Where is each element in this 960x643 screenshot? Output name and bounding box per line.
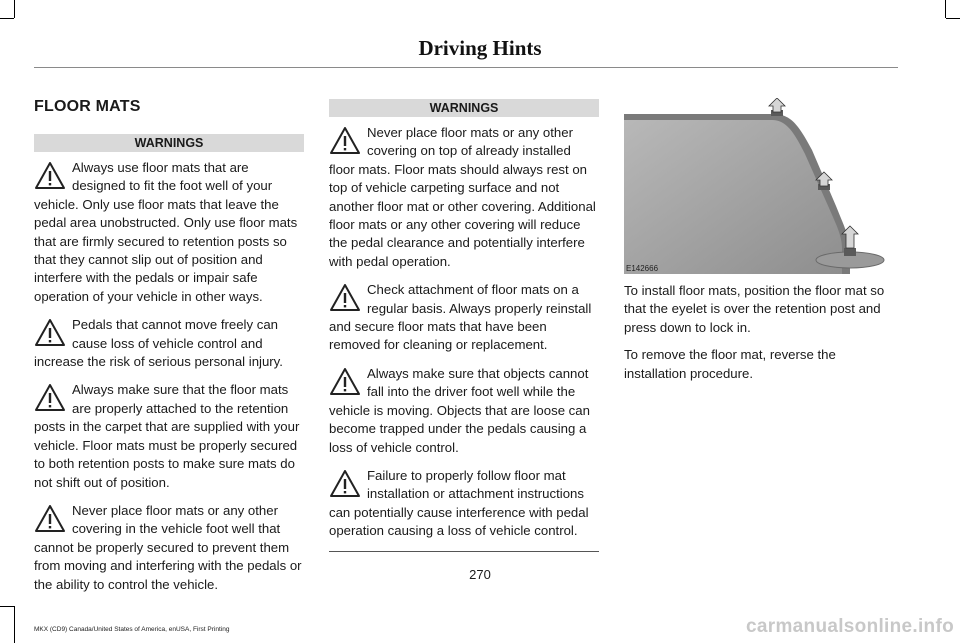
warning-text: Never place floor mats or any other covering on top of already installed floor mats. Floor mats should always rest on top of vehicle carpeting surface and not another floor mat or other covering. Additional floor mats or any other covering will reduce the pedal clearance and potentially interfere with pedal operation. [329,125,596,269]
remove-paragraph: To remove the floor mat, reverse the installation procedure. [624,347,836,381]
warning-triangle-icon [34,318,68,352]
crop-mark [14,0,15,18]
warning-item [329,467,599,541]
middle-warnings-column [329,99,599,552]
install-paragraph: To install floor mats, position the floor mat so that the eyelet is over the retention post and press down to lock in. [624,283,885,335]
arrow-up-icon [769,98,785,116]
floor-mat-drawing [624,98,894,274]
warning-triangle-icon [329,367,363,401]
crop-mark [946,18,960,19]
warning-text: Always make sure that objects cannot fall into the driver foot well while the vehicle is moving. Objects that are loose can become trapped under the pedals causing a loss of vehicle control. [329,365,590,455]
warning-triangle-icon [329,126,363,160]
left-warnings-column [34,134,304,604]
section-title: FLOOR MATS [34,98,141,115]
warning-triangle-icon [34,383,68,417]
warning-triangle-icon [34,504,68,538]
warning-text: Failure to properly follow floor mat installation or attachment instructions can potentially cause interference with pedal operation causing a loss of vehicle control. [329,467,589,539]
warning-text: Check attachment of floor mats on a regular basis. Always properly reinstall and secure floor mats that have been removed for cleaning or replacement. [329,282,592,353]
warning-triangle-icon [329,283,363,317]
warning-text: Never place floor mats or any other covering in the vehicle foot well that cannot be properly secured to prevent them from moving and interfering with the pedals or the ability to control the vehicle. [34,502,302,592]
warning-item [329,124,599,271]
crop-mark [14,606,15,643]
warning-item [34,159,304,306]
crop-mark [945,0,946,18]
warning-text: Always use floor mats that are designed to fit the foot well of your vehicle. Only use floor mats that leave the pedal area unobstructed. Only use floor mats that are firmly secured to retention posts so that they cannot slip out of position and interfere with the pedals or impair safe operation of your vehicle in other ways. [34,160,298,304]
warning-triangle-icon [329,469,363,503]
crop-mark [0,606,14,607]
warning-item [329,365,599,457]
footer-text: MKX (CD9) Canada/United States of America, enUSA, First Printing [34,626,230,633]
page-header-title: Driving Hints [418,36,542,60]
warnings-heading: WARNINGS [329,99,599,117]
floor-mat-illustration [624,98,894,274]
warnings-end-rule [329,551,599,552]
crop-mark [0,18,14,19]
warning-triangle-icon [34,161,68,195]
warning-item [34,316,304,371]
warning-item [34,381,304,491]
page-number: 270 [469,567,491,582]
warning-text: Pedals that cannot move freely can cause loss of vehicle control and increase the risk of serious personal injury. [34,317,283,370]
watermark: carmanualsonline.info [746,616,954,637]
warning-text: Always make sure that the floor mats are properly attached to the retention posts in the carpet that are supplied with your vehicle. Floor mats must be properly secured to both retention posts to make sure mats do not shift out of position. [34,382,300,490]
warnings-heading: WARNINGS [34,134,304,152]
header-divider [34,67,898,68]
figure-id: E142666 [626,264,659,273]
right-text-column [624,282,894,392]
warning-item [329,281,599,355]
